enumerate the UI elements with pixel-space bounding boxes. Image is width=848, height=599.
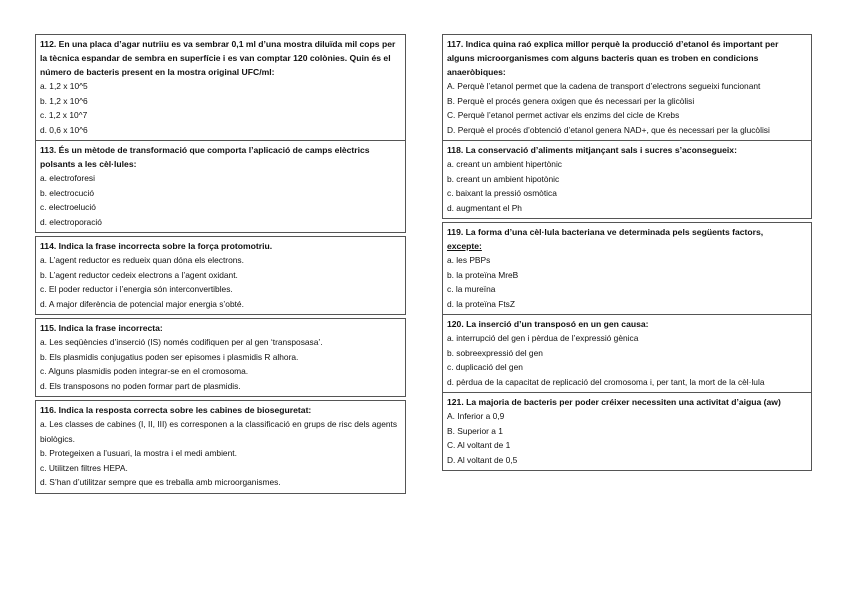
option-c: c. 1,2 x 10^7 (40, 110, 88, 120)
right-column (442, 35, 812, 471)
question-114 (35, 236, 406, 315)
question-stem: 113. És un mètode de transformació que comporta l’aplicació de camps elèctrics polsants a les cèl·lules: (40, 145, 370, 169)
option-a: A. Inferior a 0,9 (447, 411, 505, 421)
option-d: d. A major diferència de potencial major energia s’obté. (40, 298, 244, 309)
option-c: c. El poder reductor i l’energia són interconvertibles. (40, 284, 233, 294)
option-a: a. interrupció del gen i pèrdua de l’expressió gènica (447, 333, 639, 343)
question-119 (442, 222, 812, 315)
option-b: b. creant un ambient hipotònic (447, 173, 560, 184)
question-stem: 116. Indica la resposta correcta sobre les cabines de bioseguretat: (40, 405, 312, 415)
left-column (35, 35, 406, 494)
option-b: b. Protegeixen a l’usuari, la mostra i el medi ambient. (40, 448, 237, 458)
option-a: a. Les seqüències d’inserció (IS) només codifiquen per al gen ‘transposasa’. (40, 337, 323, 347)
question-stem: 118. La conservació d’aliments mitjançant sals i sucres s’aconsegueix: (447, 145, 737, 155)
question-112 (35, 34, 406, 141)
option-a: a. les PBPs (447, 255, 491, 265)
option-d: D. Perquè el procés d’obtenció d’etanol genera NAD+, que és necessari per la glucòlisi (447, 124, 770, 135)
question-120 (442, 314, 812, 393)
question-stem: 112. En una placa d’agar nutriiu es va sembrar 0,1 ml d’una mostra diluïda mil cops per la tècnica espandar de sembra en superfície i es van comptar 120 colònies. Quin és el número de bacteris present en la mostra original UFC/ml: (40, 39, 396, 77)
option-a: a. creant un ambient hipertònic (447, 159, 562, 169)
option-c: c. duplicació del gen (447, 362, 523, 372)
question-115 (35, 318, 406, 397)
question-stem: 117. Indica quina raó explica millor perquè la producció d’etanol és important per alguns microorganismes com alguns bacteris quan es troben en condicions anaeròbiques: (447, 39, 779, 77)
option-b: b. electrocució (40, 187, 94, 198)
option-a: a. Les classes de cabines (I, II, III) es corresponen a la classificació en grups de risc dels agents biològics. (40, 419, 398, 444)
option-c: c. baixant la pressió osmòtica (447, 188, 557, 198)
option-d: d. Els transposons no poden formar part de plasmidis. (40, 380, 241, 391)
option-c: C. Perquè l’etanol permet activar els enzims del cicle de Krebs (447, 110, 680, 120)
option-b: b. la proteïna MreB (447, 269, 519, 280)
option-d: d. pèrdua de la capacitat de replicació del cromosoma i, per tant, la mort de la cèl·lula (447, 376, 765, 387)
question-stem: 121. La majoria de bacteris per poder créixer necessiten una activitat d’aigua (aw) (447, 397, 781, 407)
question-118 (442, 140, 812, 219)
question-117 (442, 34, 812, 141)
option-d: D. Al voltant de 0,5 (447, 454, 518, 465)
question-stem: 114. Indica la frase incorrecta sobre la força protomotriu. (40, 241, 273, 251)
option-a: A. Perquè l’etanol permet que la cadena de transport d’electrons segueixi funcionant (447, 81, 761, 91)
option-c: c. Utilitzen filtres HEPA. (40, 462, 128, 473)
question-113 (35, 140, 406, 233)
option-d: d. S’han d’utilitzar sempre que es treballa amb microorganismes. (40, 477, 281, 487)
option-b: b. L’agent reductor cedeix electrons a l’agent oxidant. (40, 269, 238, 280)
option-c: C. Al voltant de 1 (447, 440, 511, 450)
question-stem: 115. Indica la frase incorrecta: (40, 323, 163, 333)
option-a: a. electroforesi (40, 173, 95, 183)
option-b: B. Superior a 1 (447, 425, 503, 436)
question-stem (447, 225, 807, 253)
option-d: d. la proteïna FtsZ (447, 298, 515, 309)
option-d: d. 0,6 x 10^6 (40, 124, 88, 135)
question-116 (35, 400, 406, 494)
option-c: c. electroelució (40, 202, 96, 212)
option-d: d. electroporació (40, 216, 102, 227)
option-c: c. la mureïna (447, 284, 496, 294)
option-a: a. L’agent reductor es redueix quan dóna els electrons. (40, 255, 244, 265)
question-stem-emphasis: excepte: (447, 241, 482, 251)
question-stem: 120. La inserció d’un transposó en un gen causa: (447, 319, 649, 329)
option-a: a. 1,2 x 10^5 (40, 81, 88, 91)
option-b: b. 1,2 x 10^6 (40, 95, 88, 106)
option-c: c. Alguns plasmidis poden integrar-se en el cromosoma. (40, 366, 249, 376)
question-stem-text: 119. La forma d’una cèl·lula bacteriana ve determinada pels següents factors, (447, 227, 764, 237)
option-b: b. sobreexpressió del gen (447, 347, 543, 358)
option-b: b. Els plasmidis conjugatius poden ser episomes i plasmidis R alhora. (40, 351, 299, 362)
question-121 (442, 392, 812, 471)
option-d: d. augmentant el Ph (447, 202, 522, 213)
option-b: B. Perquè el procés genera oxigen que és necessari per la glicòlisi (447, 95, 695, 106)
